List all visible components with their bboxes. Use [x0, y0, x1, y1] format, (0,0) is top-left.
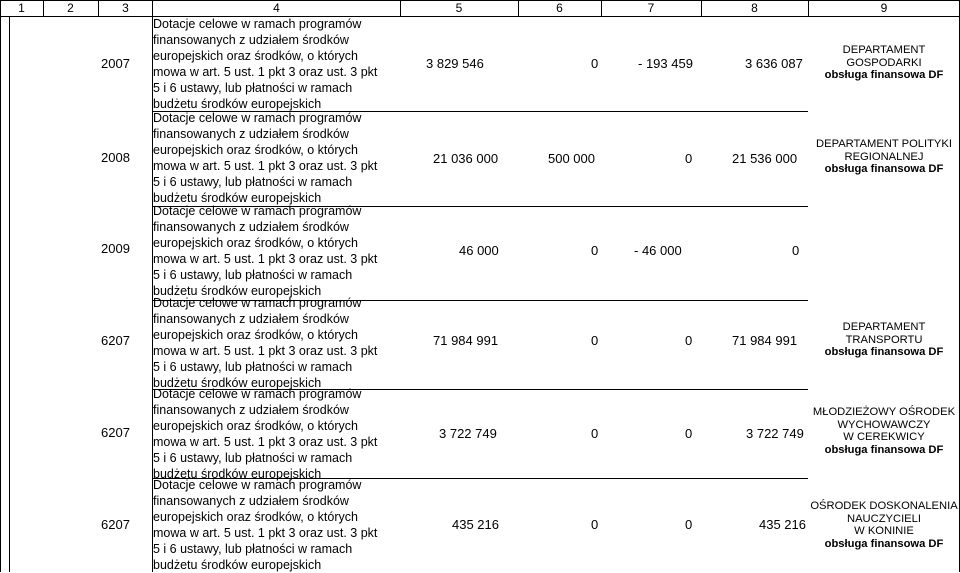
service-label: obsługa finansowa DF	[824, 443, 944, 456]
grid-inner-left	[9, 17, 10, 572]
description-line: finansowanych z udziałem środków	[153, 402, 349, 417]
value-col6: 0	[591, 56, 599, 71]
value-col8: 21 536 000	[732, 151, 798, 166]
department	[808, 500, 960, 550]
description-line: budżetu środków europejskich	[153, 96, 322, 111]
description-line: mowa w art. 5 ust. 1 pkt 3 oraz ust. 3 pkt	[153, 343, 378, 358]
description-line: 5 i 6 ustawy, lub płatności w ramach	[153, 450, 353, 465]
department-line: DEPARTAMENT POLITYKI	[816, 138, 952, 150]
description-line: mowa w art. 5 ust. 1 pkt 3 oraz ust. 3 pkt	[153, 251, 378, 266]
header-col-7: 7	[647, 1, 655, 15]
grid-v6-header	[601, 0, 602, 17]
department-line: TRANSPORTU	[845, 333, 923, 346]
row-code: 2007	[101, 56, 130, 71]
department-line: DEPARTAMENT	[842, 321, 926, 333]
row-description	[153, 478, 377, 573]
department-line: REGIONALNEJ	[844, 150, 924, 163]
department-line: DEPARTAMENT	[842, 44, 926, 56]
grid-header-bottom	[0, 16, 960, 17]
grid-v8-header	[808, 0, 809, 17]
description-line: finansowanych z udziałem środków	[153, 126, 349, 141]
description-line: mowa w art. 5 ust. 1 pkt 3 oraz ust. 3 pkt	[153, 64, 378, 79]
value-col5: 46 000	[459, 243, 499, 258]
row-code: 6207	[101, 333, 130, 348]
description-line: 5 i 6 ustawy, lub płatności w ramach	[153, 174, 353, 189]
row-code: 6207	[101, 517, 130, 532]
description-line: finansowanych z udziałem środków	[153, 219, 349, 234]
department	[808, 138, 960, 176]
department-line: OŚRODEK DOSKONALENIA	[810, 500, 958, 512]
department-line: MŁODZIEŻOWY OŚRODEK	[812, 406, 956, 418]
description-line: budżetu środków europejskich	[153, 466, 322, 481]
description-line: budżetu środków europejskich	[153, 557, 322, 572]
description-line: Dotacje celowe w ramach programów	[153, 111, 362, 125]
description-line: europejskich oraz środków, o których	[153, 235, 358, 250]
value-col8: 3 636 087	[745, 56, 803, 71]
description-line: budżetu środków europejskich	[153, 283, 322, 298]
service-label: obsługa finansowa DF	[824, 346, 944, 358]
description-line: europejskich oraz środków, o których	[153, 327, 358, 342]
grid-v5-header	[518, 0, 519, 17]
department-line: WYCHOWAWCZY	[837, 418, 931, 431]
value-col7: 0	[685, 333, 693, 348]
description-line: mowa w art. 5 ust. 1 pkt 3 oraz ust. 3 pkt	[153, 434, 378, 449]
row-code: 2008	[101, 150, 130, 165]
row-description	[153, 111, 377, 206]
description-line: Dotacje celowe w ramach programów	[153, 17, 362, 31]
header-col-8: 8	[751, 1, 758, 15]
department	[808, 406, 960, 456]
description-line: Dotacje celowe w ramach programów	[153, 296, 362, 310]
description-line: europejskich oraz środków, o których	[153, 48, 358, 63]
description-line: mowa w art. 5 ust. 1 pkt 3 oraz ust. 3 pkt	[153, 525, 378, 540]
value-col6: 500 000	[548, 151, 595, 166]
grid-v1-header	[43, 0, 44, 17]
value-col6: 0	[591, 426, 599, 441]
description-line: europejskich oraz środków, o których	[153, 142, 358, 157]
description-line: Dotacje celowe w ramach programów	[153, 204, 362, 218]
value-col7: 0	[685, 151, 693, 166]
description-line: finansowanych z udziałem środków	[153, 311, 349, 326]
description-line: budżetu środków europejskich	[153, 375, 322, 390]
description-line: europejskich oraz środków, o których	[153, 418, 358, 433]
grid-top	[0, 0, 960, 1]
value-col6: 0	[591, 243, 599, 258]
department	[808, 44, 960, 82]
value-col5: 3 722 749	[439, 426, 497, 441]
value-col7: - 46 000	[634, 243, 682, 258]
value-col7: - 193 459	[638, 56, 693, 71]
value-col5: 3 829 546	[426, 56, 484, 71]
header-col-5: 5	[455, 1, 463, 15]
value-col6: 0	[591, 333, 599, 348]
grid-v4-header	[400, 0, 401, 17]
row-description	[153, 296, 377, 391]
department-line: W CEREKWICY	[843, 431, 925, 443]
value-col7: 0	[685, 517, 693, 532]
header-col-2: 2	[67, 1, 74, 15]
service-label: obsługa finansowa DF	[824, 537, 944, 550]
header-col-4: 4	[273, 1, 280, 15]
description-line: 5 i 6 ustawy, lub płatności w ramach	[153, 541, 353, 556]
department	[808, 321, 960, 359]
description-line: finansowanych z udziałem środków	[153, 493, 349, 508]
department-line: W KONINIE	[854, 525, 914, 537]
description-line: Dotacje celowe w ramach programów	[153, 387, 362, 401]
grid-v2-header	[98, 0, 99, 17]
value-col8: 71 984 991	[732, 333, 798, 348]
row-description	[153, 387, 377, 482]
grid-left	[0, 0, 1, 572]
header-col-6: 6	[556, 1, 563, 15]
value-col8: 0	[792, 243, 800, 258]
value-col6: 0	[591, 517, 599, 532]
description-line: Dotacje celowe w ramach programów	[153, 478, 362, 492]
grid-v7-header	[701, 0, 702, 17]
value-col5: 21 036 000	[433, 151, 499, 166]
service-label: obsługa finansowa DF	[824, 69, 944, 81]
value-col5: 435 216	[452, 517, 499, 532]
service-label: obsługa finansowa DF	[824, 163, 944, 175]
header-col-1: 1	[18, 1, 25, 15]
department-line: NAUCZYCIELI	[847, 512, 921, 525]
row-description	[153, 17, 377, 112]
row-code: 6207	[101, 425, 130, 440]
value-col5: 71 984 991	[433, 333, 499, 348]
header-col-3: 3	[122, 1, 129, 15]
header-col-9: 9	[880, 1, 888, 15]
department-line: GOSPODARKI	[846, 56, 922, 69]
value-col7: 0	[685, 426, 693, 441]
description-line: budżetu środków europejskich	[153, 190, 322, 205]
description-line: 5 i 6 ustawy, lub płatności w ramach	[153, 359, 353, 374]
row-description	[153, 204, 377, 299]
value-col8: 3 722 749	[746, 426, 804, 441]
description-line: 5 i 6 ustawy, lub płatności w ramach	[153, 80, 353, 95]
description-line: 5 i 6 ustawy, lub płatności w ramach	[153, 267, 353, 282]
description-line: europejskich oraz środków, o których	[153, 509, 358, 524]
value-col8: 435 216	[759, 517, 806, 532]
description-line: mowa w art. 5 ust. 1 pkt 3 oraz ust. 3 pkt	[153, 158, 378, 173]
description-line: finansowanych z udziałem środków	[153, 32, 349, 47]
row-code: 2009	[101, 241, 130, 256]
